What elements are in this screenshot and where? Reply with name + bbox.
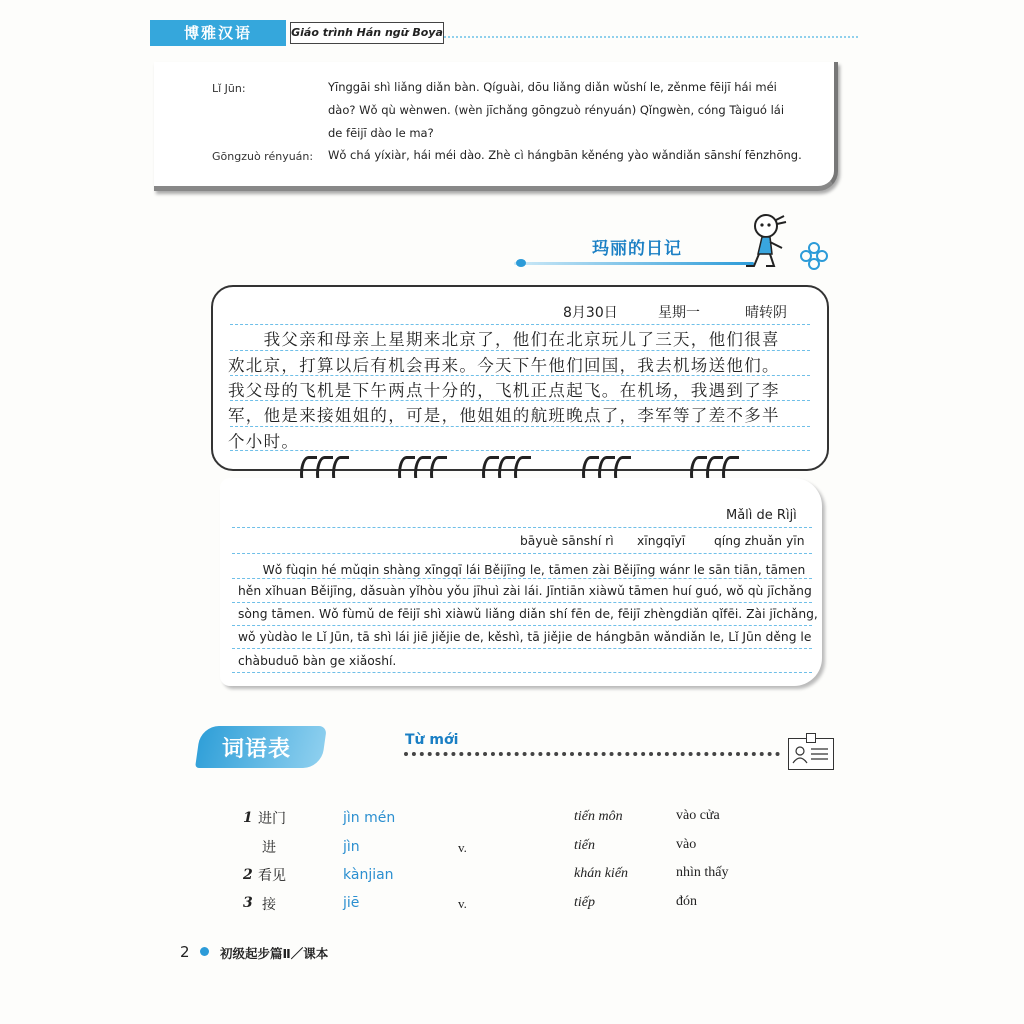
notebook-rule [230,450,810,451]
diary-heading-dot [516,259,526,267]
notebook-rule [232,553,812,554]
vocab-pinyin: jìn mén [343,810,396,826]
dialogue-line: Wǒ chá yíxiàr, hái méi dào. Zhè cì hángbān kěnéng yào wǎndiǎn sānshí fēnzhōng. [328,148,802,162]
diary-handwritten-line: 个小时。 [228,432,300,451]
vocab-sino-vietnamese: tiến [574,838,595,853]
notebook-rule [232,578,812,579]
notebook-rule [232,527,812,528]
header-vietnamese-title: Giáo trình Hán ngữ Boya [290,22,444,44]
stick-figure-icon [744,208,830,274]
vocab-pinyin: jiē [343,895,360,911]
footer-book-title: 初级起步篇Ⅱ／课本 [220,946,329,961]
dialogue-line: dào? Wǒ qù wènwen. (wèn jīchǎng gōngzuò rényuán) Qǐngwèn, cóng Tàiguó lái [328,103,785,117]
diary-weather: 晴转阴 [745,305,787,321]
vocab-pos: v. [458,840,467,855]
dialogue-line: Yīnggāi shì liǎng diǎn bàn. Qíguài, dōu liǎng diǎn wǔshí le, zěnme fēijī hái méi [328,80,777,94]
vocab-word: 看见 [258,868,286,884]
header-chinese-title: 博雅汉语 [150,20,286,46]
diary-date: 8月30日 [563,305,618,321]
vocab-pinyin: kànjian [343,867,394,883]
diary-handwritten-line: 欢北京，打算以后有机会再来。今天下午他们回国，我去机场送他们。 [228,356,780,375]
diary-pinyin-weekday: xīngqīyī [637,534,686,548]
vocab-sino-vietnamese: tiếp [574,895,595,910]
notebook-rule [232,672,812,673]
vocab-heading-dots [404,752,780,756]
diary-weekday: 星期一 [658,305,700,321]
diary-pinyin-line: Wǒ fùqin hé mǔqin shàng xīngqī lái Běijīng le, tāmen zài Běijīng wánr le sān tiān, tāmen [238,563,806,577]
diary-pinyin-line: wǒ yùdào le Lǐ Jūn, tā shì lái jiē jiějie de, kěshì, tā jiějie de hángbān wǎndiǎn le, Lǐ Jūn děng le [238,630,812,644]
notebook-rule [230,375,810,376]
diary-pinyin-title: Mǎlì de Rìjì [726,508,797,523]
diary-heading: 玛丽的日记 [592,239,682,259]
vocab-sino-vietnamese: tiến môn [574,809,623,824]
vocab-sino-vietnamese: khán kiến [574,866,629,881]
vocab-meaning: đón [676,894,697,909]
notebook-rule [230,400,810,401]
vocab-pinyin: jìn [343,839,360,855]
notebook-rule [230,350,810,351]
diary-handwritten-line: 军，他是来接姐姐的，可是，他姐姐的航班晚点了，李军等了差不多半 [228,406,780,425]
diary-pinyin-line: hěn xǐhuan Běijīng, dǎsuàn yǐhòu yǒu jīhuì zài lái. Jīntiān xiàwǔ tāmen huí guó, wǒ qù jīchǎng [238,584,812,598]
vocab-pos: v. [458,896,467,911]
notebook-rule [232,648,812,649]
notebook-rule [230,426,810,427]
vocab-meaning: vào [676,837,697,852]
vocab-number: 1 [243,810,253,826]
vocab-meaning: nhìn thấy [676,865,729,880]
notebook-rule [232,602,812,603]
diary-pinyin-weather: qíng zhuǎn yīn [714,534,805,548]
dialogue-speaker: Gōngzuò rényuán: [212,150,314,163]
footer-dot [200,947,209,956]
vocab-heading-chinese: 词语表 [222,737,292,762]
header-divider [444,36,858,38]
diary-heading-underline [514,262,754,265]
card-clip-icon [806,733,816,743]
vocab-word: 进 [262,840,276,856]
diary-handwritten-line: 我父母的飞机是下午两点十分的，飞机正点起飞。在机场，我遇到了李 [228,381,780,400]
dialogue-line: de fēijī dào le ma? [328,126,434,140]
notebook-rule [230,324,810,325]
notebook-rule [232,625,812,626]
dialogue-speaker: Lǐ Jūn: [212,82,246,95]
dialogue-box [154,62,838,191]
diary-handwritten-line: 我父亲和母亲上星期来北京了，他们在北京玩儿了三天，他们很喜 [228,330,780,349]
vocab-meaning: vào cửa [676,808,720,823]
diary-pinyin-line: sòng tāmen. Wǒ fùmǔ de fēijī shì xiàwǔ liǎng diǎn shí fēn de, fēijī zhèngdiǎn qǐfēi. Zài jīchǎng, [238,607,818,621]
page-number: 2 [180,943,190,961]
vocab-word: 接 [262,897,276,913]
vocab-number: 3 [243,895,253,911]
vocab-number: 2 [243,867,253,883]
vocab-heading-vietnamese: Từ mới [405,732,459,748]
vocab-word: 进门 [258,811,286,827]
diary-pinyin-date: bāyuè sānshí rì [520,534,614,548]
diary-pinyin-line: chàbuduō bàn ge xiǎoshí. [238,654,397,668]
